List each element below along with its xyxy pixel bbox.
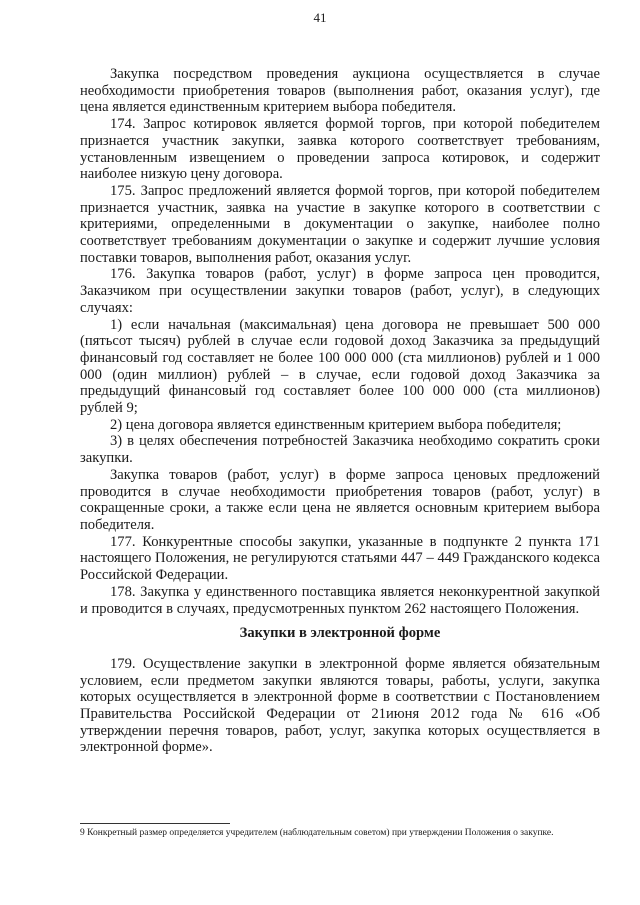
paragraph-174: 174. Запрос котировок является формой торгов, при которой победителем признается участник закупки, заявка которого соответствует требованиям, установленным извещением о проведении запроса котировок, и содержит наиболее низкую цену договора.: [80, 116, 600, 183]
paragraph-178: 178. Закупка у единственного поставщика является неконкурентной закупкой и проводится в случаях, предусмотренных пунктом 262 настоящего Положения.: [80, 583, 600, 617]
section-heading: Закупки в электронной форме: [239, 625, 441, 642]
item-1-text: 1) если начальная (максимальная) цена договора не превышает 500 000 (пятьсот тысяч) рублей в случае если годовой доход Заказчика за предыдущий финансовый год составляет не более 100 000 000 (ста миллионов) рублей и 1 000 000 (один миллион) рублей – в случае, если годовой доход Заказчика за предыдущий финансовый год составляет более 100 000 000 (ста миллионов) рублей: [80, 316, 600, 417]
item-1-tail: ;: [133, 400, 138, 417]
paragraph-auction: Закупка посредством проведения аукциона осуществляется в случае необходимости приобретения товаров (выполнения работ, оказания услуг), где цена является единственным критерием выбора победителя.: [80, 66, 600, 116]
paragraph-176-item-3: 3) в целях обеспечения потребностей Заказчика необходимо сократить сроки закупки.: [80, 433, 600, 467]
paragraph-price-proposals: Закупка товаров (работ, услуг) в форме запроса ценовых предложений проводится в случае необходимости приобретения товаров (работ, услуг) в сокращенные сроки, а также если цена не является основным критерием выбора победителя.: [80, 466, 600, 533]
paragraph-176-item-1: [80, 317, 600, 417]
page-number: 41: [313, 10, 327, 25]
paragraph-175: 175. Запрос предложений является формой торгов, при которой победителем признается участник, заявка на участие в закупке которого в соответствии с критериями, определенными в документации о закупке, наиболее полно соответствует требованиям документации о закупке и содержит лучшие условия поставки товаров, выполнения работ, оказания услуг.: [80, 182, 600, 266]
paragraph-177: 177. Конкурентные способы закупки, указанные в подпункте 2 пункта 171 настоящего Положения, не регулируются статьями 447 – 449 Гражданского кодекса Российской Федерации.: [80, 533, 600, 584]
footnote: 9 Конкретный размер определяется учредителем (наблюдательным советом) при утверждении Положения о закупке.: [80, 828, 554, 838]
paragraph-176-item-2: 2) цена договора является единственным критерием выбора победителя;: [110, 416, 562, 433]
paragraph-176: 176. Закупка товаров (работ, услуг) в форме запроса цен проводится, Заказчиком при осуществлении закупки товаров (работ, услуг), в следующих случаях:: [80, 266, 600, 316]
footnote-reference: 9: [126, 400, 134, 417]
footnote-divider: [80, 823, 230, 824]
document-body: [80, 66, 600, 756]
paragraph-179: 179. Осуществление закупки в электронной форме является обязательным условием, если предметом закупки являются товары, работы, услуги, закупка которых осуществляется в электронной форме в соответствии с Постановлением Правительства Российской Федерации от 21июня 2012 года № 616 «Об утверждении перечня товаров, работ, услуг, закупка которых осуществляется в электронной форме».: [80, 655, 600, 756]
